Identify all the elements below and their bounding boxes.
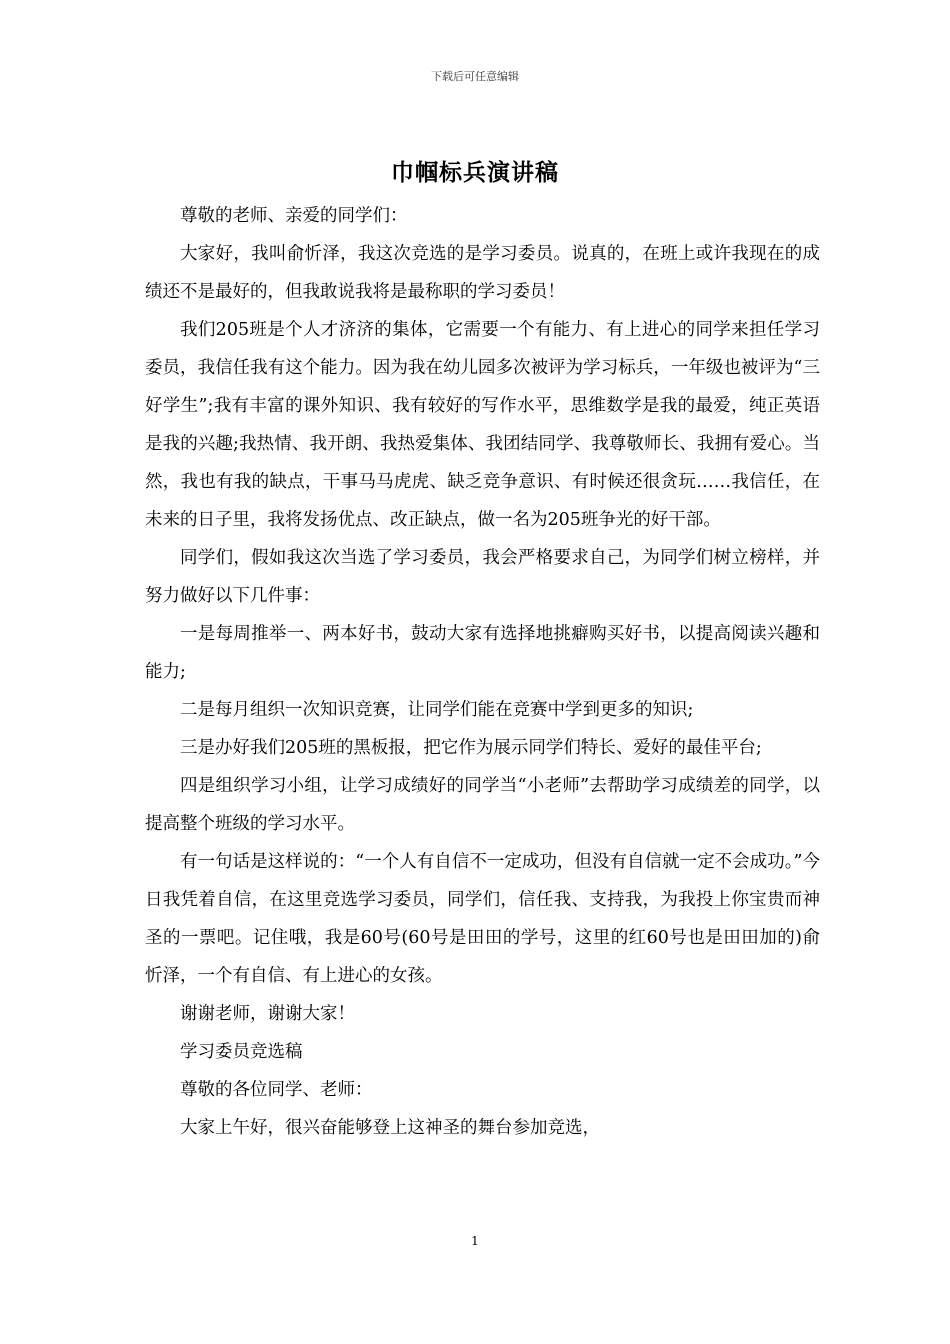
paragraph-promise: 同学们，假如我这次当选了学习委员，我会严格要求自己，为同学们树立榜样，并努力做好以下几件事： bbox=[145, 548, 820, 606]
paragraph-second-salutation: 尊敬的各位同学、老师： bbox=[180, 1080, 373, 1100]
paragraph-qualifications: 我们205班是个人才济济的集体，它需要一个有能力、有上进心的同学来担任学习委员，我信任我有这个能力。因为我在幼儿园多次被评为学习标兵，一年级也被评为“三好学生”;我有丰富的课外知识、我有较好的写作水平，思维数学是我的最爱，纯正英语是我的兴趣;我热情、我开朗、我热爱集体、我团结同学、我尊敬师长、我拥有爱心。当然，我也有我的缺点，干事马马虎虎、缺乏竞争意识、有时候还很贪玩……我信任，在未来的日子里，我将发扬优点、改正缺点，做一名为205班争光的好干部。 bbox=[145, 320, 820, 530]
paragraph-plan-two: 二是每月组织一次知识竞赛，让同学们能在竞赛中学到更多的知识; bbox=[180, 700, 694, 720]
page-number: 1 bbox=[471, 1234, 479, 1248]
paragraph-plan-one: 一是每周推举一、两本好书，鼓动大家有选择地挑癖购买好书，以提高阅读兴趣和能力; bbox=[145, 624, 820, 682]
paragraph-thanks: 谢谢老师，谢谢大家！ bbox=[180, 1004, 355, 1024]
paragraph-second-title: 学习委员竞选稿 bbox=[180, 1042, 303, 1062]
header-note: 下载后可任意编辑 bbox=[431, 70, 519, 83]
paragraph-introduction: 大家好，我叫俞忻泽，我这次竞选的是学习委员。说真的，在班上或许我现在的成绩还不是最好的，但我敢说我将是最称职的学习委员！ bbox=[145, 244, 820, 302]
paragraph-second-opening: 大家上午好，很兴奋能够登上这神圣的舞台参加竞选， bbox=[180, 1118, 600, 1138]
paragraph-plan-three: 三是办好我们205班的黑板报，把它作为展示同学们特长、爱好的最佳平台; bbox=[180, 738, 762, 758]
speech-body bbox=[145, 197, 820, 1147]
paragraph-plan-four: 四是组织学习小组，让学习成绩好的同学当“小老师”去帮助学习成绩差的同学，以提高整个班级的学习水平。 bbox=[145, 776, 820, 834]
paragraph-appeal: 有一句话是这样说的：“一个人有自信不一定成功，但没有自信就一定不会成功。”今日我凭着自信，在这里竞选学习委员，同学们，信任我、支持我，为我投上你宝贵而神圣的一票吧。记住哦，我是60号(60号是田田的学号，这里的红60号也是田田加的)俞忻泽，一个有自信、有上进心的女孩。 bbox=[145, 852, 820, 986]
page-title: 巾帼标兵演讲稿 bbox=[391, 159, 559, 186]
paragraph-salutation: 尊敬的老师、亲爱的同学们： bbox=[180, 206, 408, 226]
